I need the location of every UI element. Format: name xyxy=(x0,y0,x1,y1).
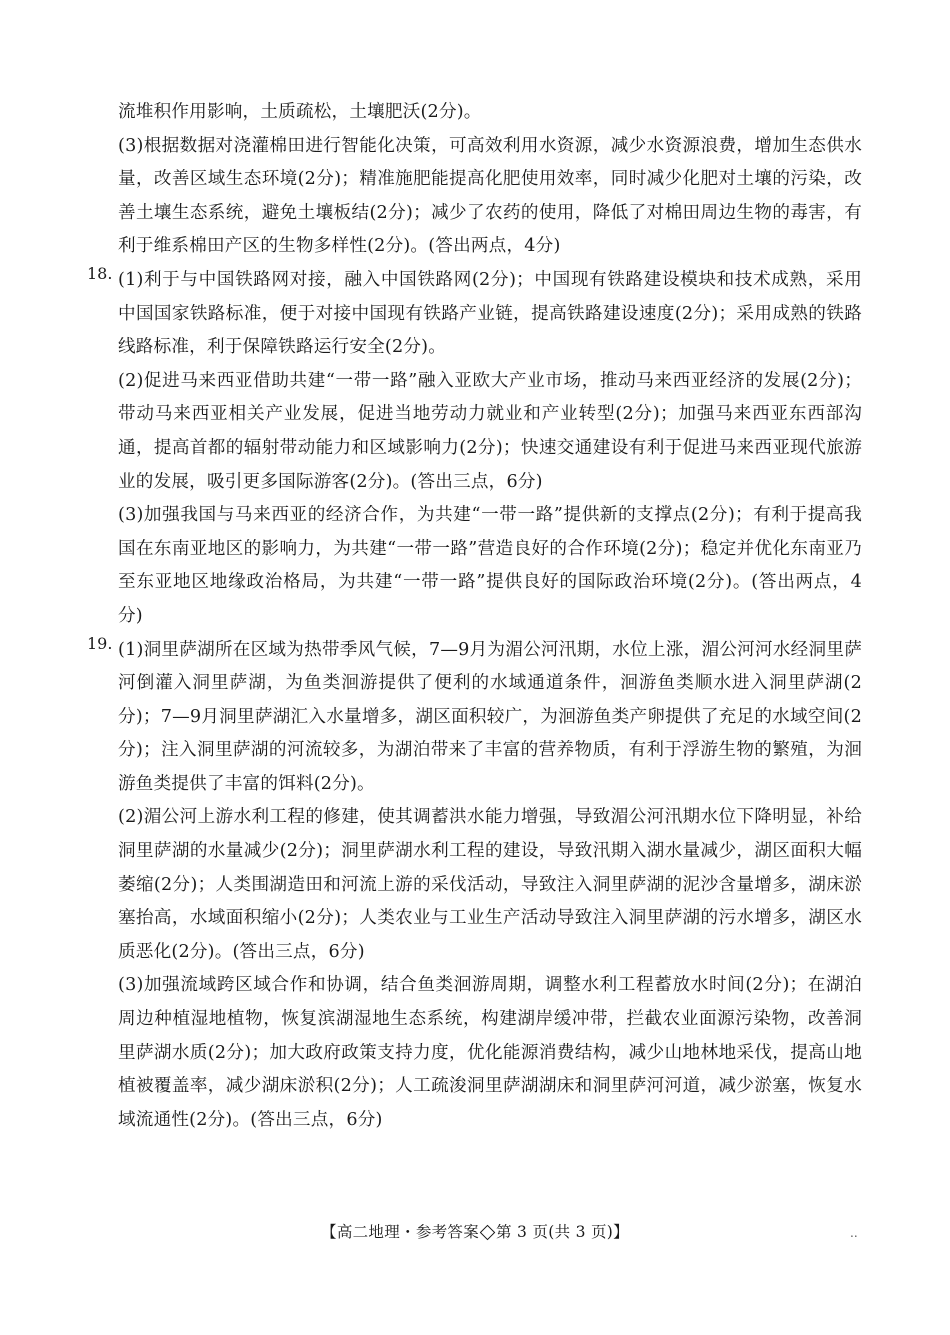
q17-3-answer: (3)根据数据对浇灌棉田进行智能化决策，可高效利用水资源，减少水资源浪费，增加生态供水量，改善区域生态环境(2分)；精准施肥能提高化肥使用效率，同时减少化肥对土壤的污染，改善土壤生态系统，避免土壤板结(2分)；减少了农药的使用，降低了对棉田周边生物的毒害，有利于维系棉田产区的生物多样性(2分)。(答出两点，4分) xyxy=(118,135,862,257)
q18-2-answer: (2)促进马来西亚借助共建“一带一路”融入亚欧大产业市场，推动马来西亚经济的发展(2分)；带动马来西亚相关产业发展，促进当地劳动力就业和产业转型(2分)；加强马来西亚东西部沟通，提高首都的辐射带动能力和区域影响力(2分)；快速交通建设有利于促进马来西亚现代旅游业的发展，吸引更多国际游客(2分)。(答出三点，6分) xyxy=(118,370,862,492)
question-19 xyxy=(87,633,862,802)
q18-1-answer: (1)利于与中国铁路网对接，融入中国铁路网(2分)；中国现有铁路建设模块和技术成熟，采用中国国家铁路标准，便于对接中国现有铁路产业链，提高铁路建设速度(2分)；采用成熟的铁路线路标准，利于保障铁路运行安全(2分)。 xyxy=(118,269,862,358)
q18-3-answer: (3)加强我国与马来西亚的经济合作，为共建“一带一路”提供新的支撑点(2分)；有利于提高我国在东南亚地区的影响力，为共建“一带一路”营造良好的合作环境(2分)；稳定并优化东南亚乃至东亚地区地缘政治格局，为共建“一带一路”提供良好的国际政治环境(2分)。(答出两点，4分) xyxy=(118,505,862,626)
answer-page xyxy=(87,96,862,1137)
question-19-number: 19. xyxy=(87,633,113,653)
question-18-number: 18. xyxy=(87,263,113,283)
q19-1-answer: (1)洞里萨湖所在区域为热带季风气候，7—9月为湄公河汛期，水位上涨，湄公河河水经洞里萨河倒灌入洞里萨湖，为鱼类洄游提供了便利的水域通道条件，洄游鱼类顺水进入洞里萨湖(2分)；7—9月洞里萨湖汇入水量增多，湖区面积较广，为洄游鱼类产卵提供了充足的水域空间(2分)；注入洞里萨湖的河流较多，为湖泊带来了丰富的营养物质，有利于浮游生物的繁殖，为洄游鱼类提供了丰富的饵料(2分)。 xyxy=(118,639,862,794)
corner-mark: .. xyxy=(850,1226,858,1240)
diamond-icon xyxy=(480,1225,496,1241)
question-18 xyxy=(87,263,862,365)
q19-3-answer: (3)加强流域跨区域合作和协调，结合鱼类洄游周期，调整水利工程蓄放水时间(2分)；在湖泊周边种植湿地植物，恢复滨湖湿地生态系统，构建湖岸缓冲带，拦截农业面源污染物，改善洞里萨湖水质(2分)；加大政府政策支持力度，优化能源消费结构，减少山地林地采伐，提高山地植被覆盖率，减少湖床淤积(2分)；人工疏浚洞里萨湖湖床和洞里萨河河道，减少淤塞，恢复水域流通性(2分)。(答出三点，6分) xyxy=(118,975,862,1130)
q19-2-answer: (2)湄公河上游水利工程的修建，使其调蓄洪水能力增强，导致湄公河汛期水位下降明显，补给洞里萨湖的水量减少(2分)；洞里萨湖水利工程的建设，导致汛期入湖水量减少，湖区面积大幅萎缩(2分)；人类围湖造田和河流上游的采伐活动，导致注入洞里萨湖的泥沙含量增多，湖床淤塞抬高，水域面积缩小(2分)；人类农业与工业生产活动导致注入洞里萨湖的污水增多，湖区水质恶化(2分)。(答出三点，6分) xyxy=(118,807,862,962)
footer-page-number: 第 3 页(共 3 页)】 xyxy=(496,1223,629,1241)
footer-left-text: 【高二地理・参考答案 xyxy=(321,1223,480,1241)
q17-2-continuation: 流堆积作用影响，土质疏松，土壤肥沃(2分)。 xyxy=(118,102,482,122)
page-footer xyxy=(0,1222,950,1242)
